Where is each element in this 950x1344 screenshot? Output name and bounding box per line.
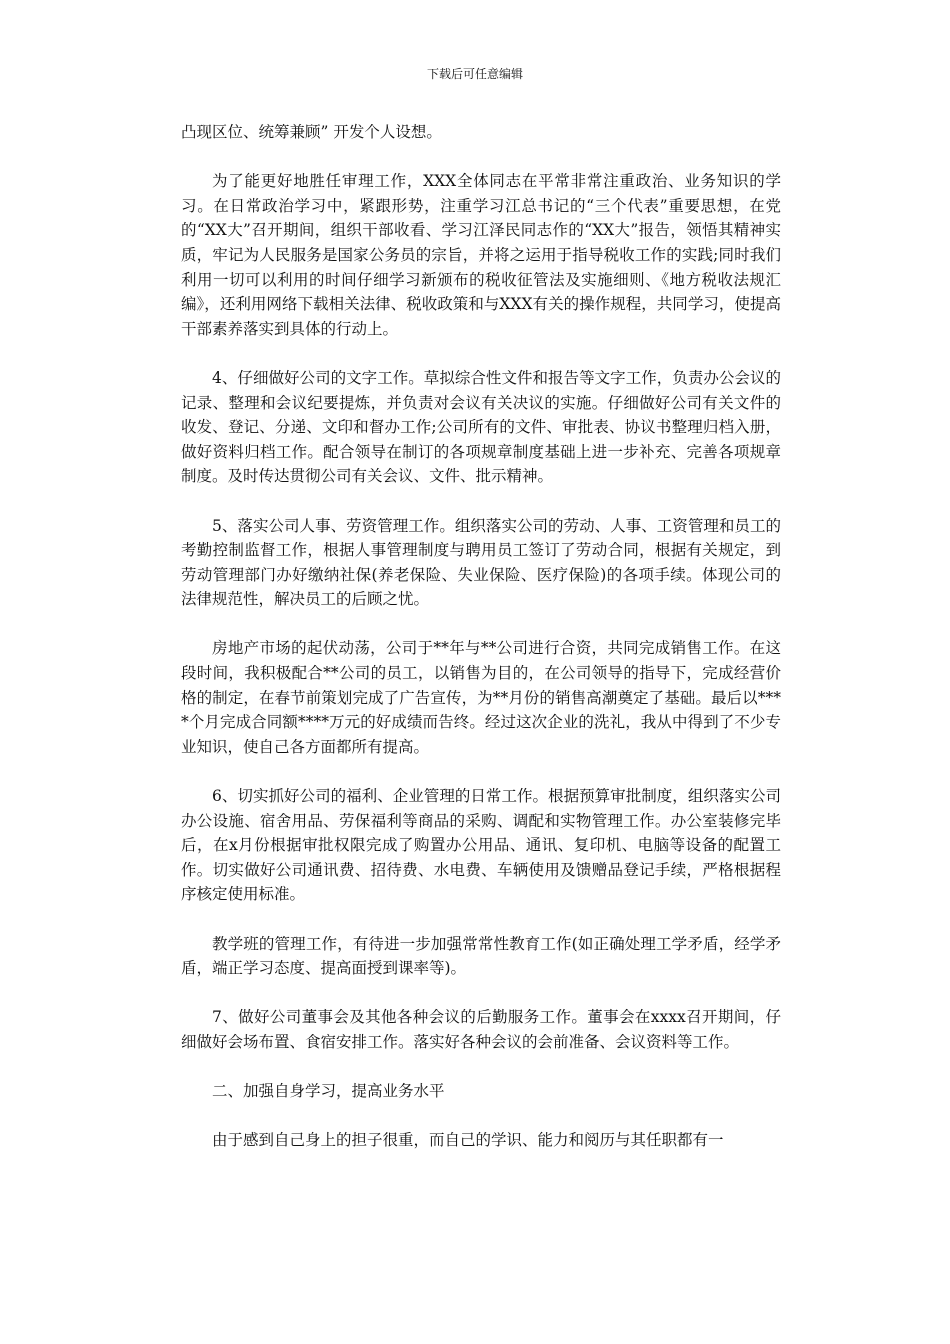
paragraph-7: 教学班的管理工作，有待进一步加强常常性教育工作(如正确处理工学矛盾，经学矛盾，端正学习态度、提高面授到课率等)。 <box>181 934 781 978</box>
paragraph-6: 6、切实抓好公司的福利、企业管理的日常工作。根据预算审批制度，组织落实公司办公设施、宿舍用品、劳保福利等商品的采购、调配和实物管理工作。办公室装修完毕后，在x月份根据审批权限完成了购置办公用品、通讯、复印机、电脑等设备的配置工作。切实做好公司通讯费、招待费、水电费、车辆使用及馈赠品登记手续，严格根据程序核定使用标准。 <box>181 787 781 904</box>
paragraph-1: 凸现区位、统筹兼顾” 开发个人设想。 <box>181 123 442 141</box>
paragraph-2: 为了能更好地胜任审理工作，XXX全体同志在平常非常注重政治、业务知识的学习。在日常政治学习中，紧跟形势，注重学习江总书记的“三个代表”重要思想，在党的“XX大”召开期间，组织干部收看、学习江泽民同志作的“XX大”报告，领悟其精神实质，牢记为人民服务是国家公务员的宗旨，并将之运用于指导税收工作的实践;同时我们利用一切可以利用的时间仔细学习新颁布的税收征管法及实施细则、《地方税收法规汇编》，还利用网络下载相关法律、税收政策和与XXX有关的操作规程，共同学习，使提高干部素养落实到具体的行动上。 <box>181 172 781 338</box>
paragraph-9: 由于感到自己身上的担子很重，而自己的学识、能力和阅历与其任职都有一 <box>212 1131 724 1150</box>
paragraph-3: 4、仔细做好公司的文字工作。草拟综合性文件和报告等文字工作，负责办公会议的记录、整理和会议纪要提炼，并负责对会议有关决议的实施。仔细做好公司有关文件的收发、登记、分递、文印和督办工作;公司所有的文件、审批表、协议书整理归档入册，做好资料归档工作。配合领导在制订的各项规章制度基础上进一步补充、完善各项规章制度。及时传达贯彻公司有关会议、文件、批示精神。 <box>181 368 781 486</box>
section-heading: 二、加强自身学习，提高业务水平 <box>212 1082 445 1101</box>
paragraph-5: 房地产市场的起伏动荡，公司于**年与**公司进行合资，共同完成销售工作。在这段时间，我积极配合**公司的员工，以销售为目的，在公司领导的指导下，完成经营价格的制定，在春节前策划完成了广告宣传，为**月份的销售高潮奠定了基础。最后以****个月完成合同额****万元的好成绩而告终。经过这次企业的洗礼，我从中得到了不少专业知识，使自己各方面都所有提高。 <box>181 639 781 756</box>
paragraph-4: 5、落实公司人事、劳资管理工作。组织落实公司的劳动、人事、工资管理和员工的考勤控制监督工作，根据人事管理制度与聘用员工签订了劳动合同，根据有关规定，到劳动管理部门办好缴纳社保(养老保险、失业保险、医疗保险)的各项手续。体现公司的法律规范性，解决员工的后顾之忧。 <box>181 516 781 609</box>
page-header: 下载后可任意编辑 <box>426 67 523 81</box>
paragraph-8: 7、做好公司董事会及其他各种会议的后勤服务工作。董事会在xxxx召开期间，仔细做好会场布置、食宿安排工作。落实好各种会议的会前准备、会议资料等工作。 <box>181 1008 781 1051</box>
document-body <box>181 120 781 1153</box>
